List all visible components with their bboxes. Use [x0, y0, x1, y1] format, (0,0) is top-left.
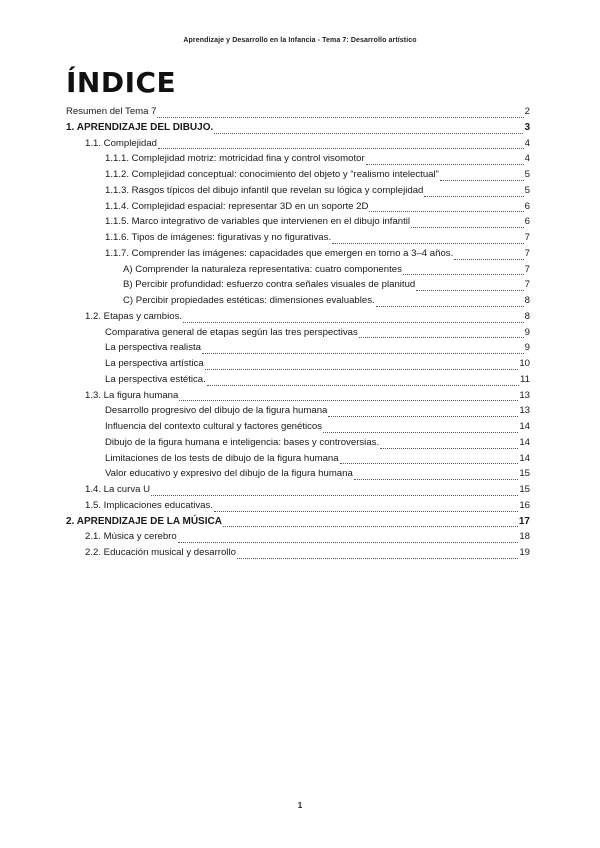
toc-entry-label: 1.1.4. Complejidad espacial: representar 3D en un soporte 2D [105, 200, 369, 212]
toc-entry-page: 4 [524, 137, 530, 149]
toc-entry-label: 1.1.1. Complejidad motriz: motricidad fina y control visomotor [105, 153, 365, 165]
toc-entry[interactable] [66, 293, 530, 309]
toc-entry-label: Dibujo de la figura humana e inteligencia: bases y controversias. [105, 436, 380, 448]
toc-entry-label: 1.1.2. Complejidad conceptual: conocimiento del objeto y “realismo intelectual” [105, 169, 439, 180]
dot-leader [359, 328, 524, 338]
toc-entry-page: 8 [524, 310, 530, 322]
dot-leader [178, 533, 519, 543]
toc-entry[interactable] [66, 277, 530, 293]
toc-entry-page: 4 [524, 153, 530, 165]
toc-entry-label: Valor educativo y expresivo del dibujo de la figura humana [105, 468, 353, 480]
dot-leader [369, 202, 523, 212]
toc-entry-label: Comparativa general de etapas según las tres perspectivas [105, 326, 358, 338]
toc-entry-page: 5 [524, 169, 530, 180]
toc-entry-label: A) Comprender la naturaleza representativa: cuatro componentes [123, 263, 402, 275]
toc-entry-page: 10 [519, 358, 530, 369]
toc-entry-page: 5 [524, 184, 530, 196]
toc-entry-page: 2 [524, 106, 530, 117]
toc-entry-page: 7 [524, 232, 530, 243]
toc-entry-page: 16 [519, 499, 530, 511]
dot-leader [214, 502, 518, 512]
toc-entry-page: 9 [524, 342, 530, 354]
toc-entry[interactable] [66, 482, 530, 498]
toc-entry[interactable] [66, 514, 530, 530]
toc-entry-page: 3 [524, 121, 530, 133]
dot-leader [440, 171, 524, 181]
dot-leader [332, 234, 524, 244]
toc-entry[interactable] [66, 136, 530, 152]
dot-leader [411, 218, 524, 228]
dot-leader [416, 281, 523, 291]
toc-entry-page: 15 [519, 484, 530, 495]
toc-entry[interactable] [66, 309, 530, 325]
dot-leader [158, 139, 524, 149]
toc-entry-page: 19 [519, 547, 530, 558]
dot-leader [214, 124, 523, 134]
toc-entry-label: 1.1.7. Comprender las imágenes: capacidades que emergen en torno a 3–4 años. [105, 247, 454, 259]
dot-leader [380, 439, 518, 449]
dot-leader [207, 376, 519, 386]
dot-leader [340, 454, 519, 464]
toc-entry-label: Limitaciones de los tests de dibujo de la figura humana [105, 452, 339, 464]
toc-entry-page: 11 [520, 373, 530, 385]
toc-entry[interactable] [66, 167, 530, 183]
toc-entry[interactable] [66, 466, 530, 482]
toc-entry-label: 1.1.6. Tipos de imágenes: figurativas y no figurativas. [105, 232, 332, 243]
toc-entry[interactable] [66, 104, 530, 120]
toc-entry-label: 1.1.5. Marco integrativo de variables que intervienen en el dibujo infantil [105, 216, 411, 228]
toc-entry[interactable] [66, 340, 530, 356]
toc-entry[interactable] [66, 120, 530, 136]
toc-entry-label: 1.2. Etapas y cambios. [85, 310, 183, 322]
toc-entry[interactable] [66, 388, 530, 404]
toc-entry-label: 1.4. La curva U [85, 484, 151, 495]
toc-entry-label: 1.1. Complejidad [85, 137, 157, 149]
dot-leader [151, 486, 518, 496]
toc-entry[interactable] [66, 451, 530, 467]
dot-leader [354, 470, 519, 480]
toc-entry-page: 7 [524, 279, 530, 291]
toc-entry[interactable] [66, 498, 530, 514]
toc-entry-label: 2.2. Educación musical y desarrollo [85, 547, 236, 558]
dot-leader [424, 187, 523, 197]
toc-entry-label: 1.3. La figura humana [85, 389, 179, 401]
toc-entry[interactable] [66, 403, 530, 419]
toc-entry[interactable] [66, 214, 530, 230]
dot-leader [202, 344, 524, 354]
dot-leader [157, 108, 523, 118]
dot-leader [376, 297, 524, 307]
toc-entry-label: 1.1.3. Rasgos típicos del dibujo infantil que revelan su lógica y complejidad [105, 184, 424, 196]
toc-entry[interactable] [66, 356, 530, 372]
toc-entry-page: 13 [519, 389, 530, 401]
dot-leader [237, 549, 518, 559]
table-of-contents [66, 104, 530, 561]
toc-entry[interactable] [66, 151, 530, 167]
toc-entry-label: La perspectiva estética. [105, 373, 206, 385]
dot-leader [323, 423, 518, 433]
toc-entry-page: 14 [519, 421, 530, 432]
toc-entry-label: Influencia del contexto cultural y factores genéticos [105, 421, 323, 432]
toc-entry-page: 9 [524, 326, 530, 338]
dot-leader [366, 155, 524, 165]
toc-entry-label: Desarrollo progresivo del dibujo de la figura humana [105, 405, 328, 417]
page-number: 1 [297, 801, 303, 810]
dot-leader [403, 265, 524, 275]
toc-entry[interactable] [66, 183, 530, 199]
toc-entry-label: 1. APRENDIZAJE DEL DIBUJO. [66, 121, 214, 133]
dot-leader [205, 360, 519, 370]
toc-entry-label: La perspectiva realista [105, 342, 201, 354]
toc-entry-page: 17 [518, 515, 530, 527]
toc-entry[interactable] [66, 230, 530, 246]
toc-entry[interactable] [66, 246, 530, 262]
toc-entry[interactable] [66, 262, 530, 278]
toc-entry-page: 13 [519, 405, 530, 417]
toc-entry-label: 2.1. Música y cerebro [85, 531, 177, 543]
toc-entry[interactable] [66, 435, 530, 451]
dot-leader [179, 391, 518, 401]
toc-entry[interactable] [66, 529, 530, 545]
toc-entry-page: 18 [519, 531, 530, 543]
toc-entry-label: C) Percibir propiedades estéticas: dimensiones evaluables. [123, 295, 375, 306]
running-header: Aprendizaje y Desarrollo en la Infancia - Tema 7: Desarrollo artístico [183, 37, 417, 44]
toc-entry-page: 7 [524, 263, 530, 275]
toc-entry-page: 14 [519, 452, 530, 464]
dot-leader [183, 313, 524, 323]
toc-entry-page: 14 [519, 436, 530, 448]
toc-entry[interactable] [66, 419, 530, 435]
toc-entry[interactable] [66, 199, 530, 215]
toc-entry[interactable] [66, 325, 530, 341]
toc-entry-label: 1.5. Implicaciones educativas. [85, 499, 213, 511]
toc-entry[interactable] [66, 372, 530, 388]
toc-entry-label: B) Percibir profundidad: esfuerzo contra señales visuales de planitud [123, 279, 416, 291]
toc-entry-label: Resumen del Tema 7 [66, 106, 157, 117]
toc-entry-page: 7 [524, 247, 530, 259]
toc-entry-page: 6 [524, 216, 530, 228]
dot-leader [223, 517, 518, 527]
toc-entry-page: 8 [524, 295, 530, 306]
toc-entry-page: 15 [519, 468, 530, 480]
dot-leader [328, 407, 518, 417]
toc-entry-label: La perspectiva artística [105, 358, 204, 369]
dot-leader [454, 250, 523, 260]
toc-entry-page: 6 [524, 200, 530, 212]
toc-entry-label: 2. APRENDIZAJE DE LA MÚSICA [66, 515, 222, 527]
toc-title: ÍNDICE [66, 66, 177, 99]
toc-entry[interactable] [66, 545, 530, 561]
